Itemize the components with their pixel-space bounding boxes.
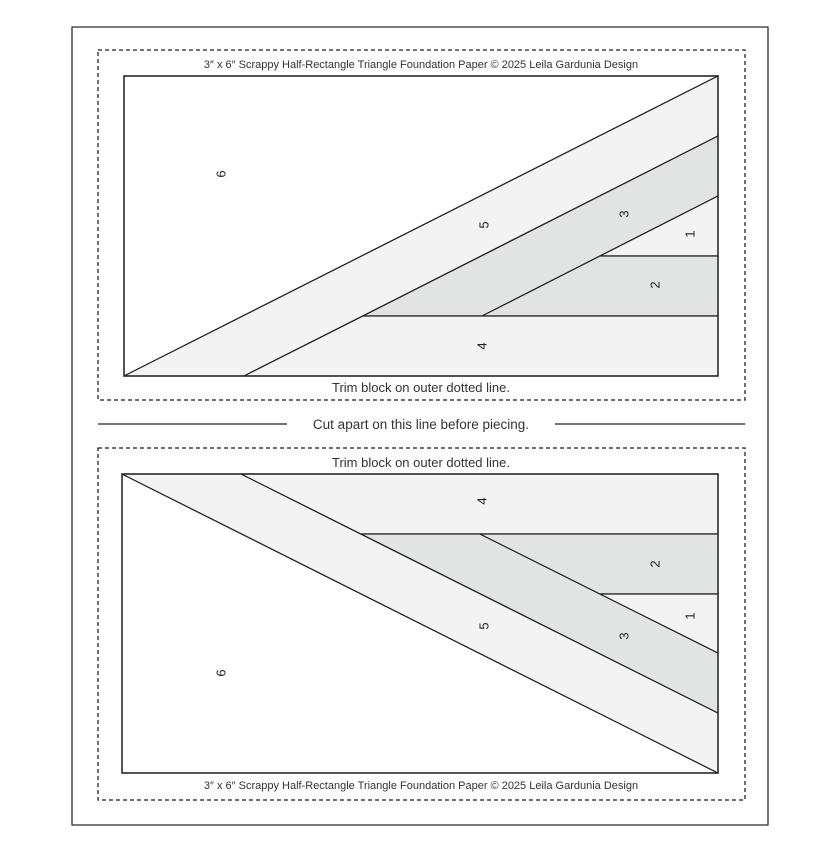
top-piece-label-4: 4: [474, 342, 490, 350]
bottom-footer-text: 3″ x 6″ Scrappy Half-Rectangle Triangle Foundation Paper © 2025 Leila Gardunia Design: [203, 780, 639, 792]
bottom-piece-label-2: 2: [647, 560, 663, 568]
cut-line-text: Cut apart on this line before piecing.: [312, 417, 530, 432]
top-piece-label-6: 6: [213, 170, 229, 178]
top-header-text: 3″ x 6″ Scrappy Half-Rectangle Triangle Foundation Paper © 2025 Leila Gardunia Design: [203, 59, 639, 71]
top-piece-label-3: 3: [616, 210, 632, 218]
bottom-piece-label-4: 4: [474, 497, 490, 505]
bottom-piece-label-5: 5: [476, 622, 492, 630]
bottom-trim-note: Trim block on outer dotted line.: [332, 455, 510, 470]
top-trim-note: Trim block on outer dotted line.: [332, 380, 510, 395]
top-piece-label-2: 2: [647, 281, 663, 289]
bottom-piece-label-3: 3: [616, 632, 632, 640]
bottom-piece-label-6: 6: [213, 669, 229, 677]
top-block: [98, 50, 745, 400]
bottom-block: [98, 448, 745, 800]
top-piece-label-5: 5: [476, 221, 492, 229]
top-piece-label-1: 1: [682, 230, 698, 238]
bottom-piece-label-1: 1: [682, 612, 698, 620]
